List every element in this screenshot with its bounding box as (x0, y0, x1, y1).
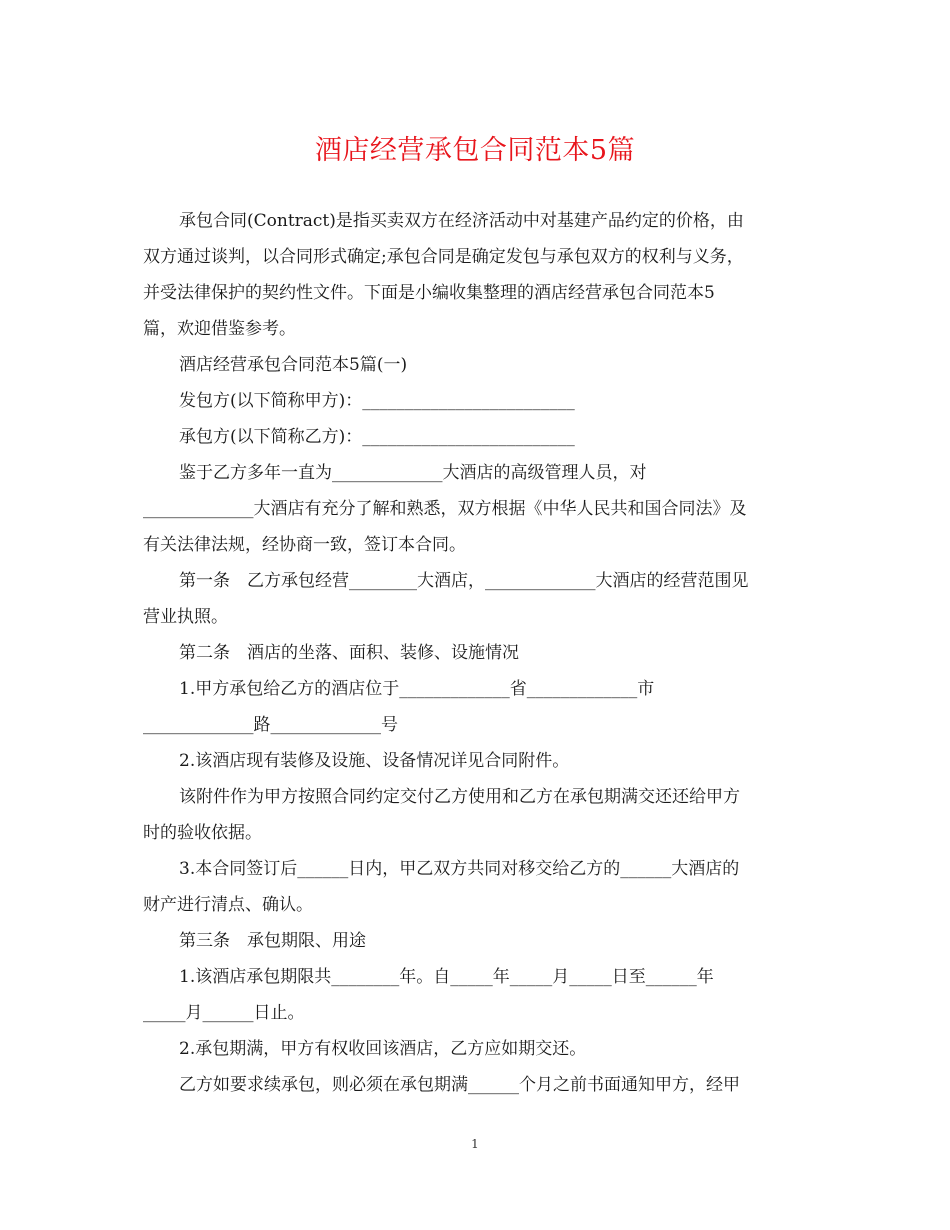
body-line: 营业执照。 (143, 607, 228, 627)
body-line: 双方通过谈判，以合同形式确定;承包合同是确定发包与承包双方的权利与义务， (143, 247, 744, 267)
body-line: 并受法律保护的契约性文件。下面是小编收集整理的酒店经营承包合同范本5 (143, 283, 715, 303)
body-line: 有关法律法规，经协商一致，签订本合同。 (143, 535, 466, 555)
body-line: 承包方(以下简称乙方)：_________________________ (179, 427, 575, 447)
body-line: 乙方如要求续承包，则必须在承包期满______个月之前书面通知甲方，经甲 (179, 1075, 740, 1095)
document-body (143, 203, 808, 1103)
clause-line: 3.本合同签订后______日内，甲乙双方共同对移交给乙方的______大酒店的 (179, 859, 740, 879)
clause-line: 1.该酒店承包期限共________年。自_____年_____月_____日至______年 (179, 967, 714, 987)
page-number: 1 (471, 1137, 479, 1151)
body-line: 发包方(以下简称甲方)：_________________________ (179, 391, 575, 411)
body-line: 承包合同(Contract)是指买卖双方在经济活动中对基建产品约定的价格，由 (179, 211, 744, 231)
article-line: 第三条 承包期限、用途 (179, 931, 366, 951)
article-line: 第一条 乙方承包经营________大酒店，_____________大酒店的经营范围见 (179, 571, 749, 591)
clause-line: 2.承包期满，甲方有权收回该酒店，乙方应如期交还。 (179, 1039, 587, 1059)
body-line: 时的验收依据。 (143, 823, 262, 843)
article-line: 第二条 酒店的坐落、面积、装修、设施情况 (179, 643, 519, 663)
clause-line: 1.甲方承包给乙方的酒店位于_____________省_____________市 (179, 679, 655, 699)
body-line: _____月______日止。 (143, 1003, 305, 1023)
document-title: 酒店经营承包合同范本5篇 (314, 135, 636, 166)
body-line: _____________大酒店有充分了解和熟悉，双方根据《中华人民共和国合同法》及 (143, 499, 747, 519)
body-line: 财产进行清点、确认。 (143, 895, 313, 915)
clause-line: 2.该酒店现有装修及设施、设备情况详见合同附件。 (179, 751, 570, 771)
body-line: 该附件作为甲方按照合同约定交付乙方使用和乙方在承包期满交还还给甲方 (179, 787, 740, 807)
body-line: _____________路_____________号 (143, 715, 398, 735)
body-line: 篇，欢迎借鉴参考。 (143, 319, 296, 339)
body-line: 鉴于乙方多年一直为_____________大酒店的高级管理人员，对 (179, 463, 647, 483)
section-heading: 酒店经营承包合同范本5篇(一) (179, 355, 408, 375)
